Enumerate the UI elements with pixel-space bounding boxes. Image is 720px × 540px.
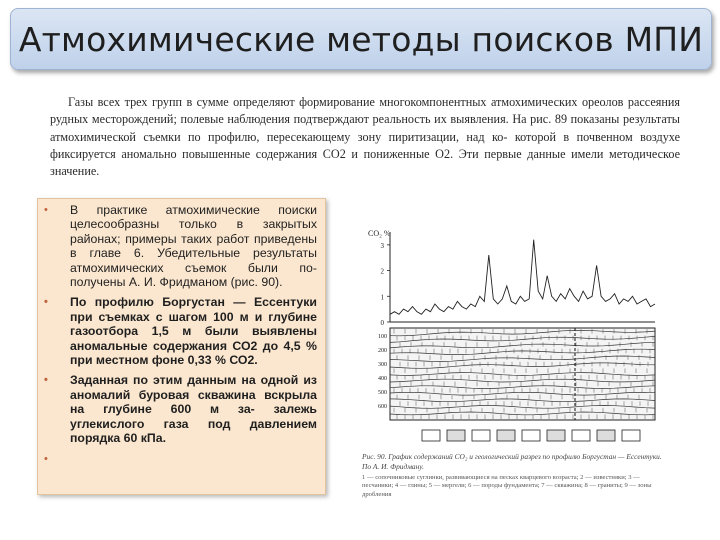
y-tick-label: 0 — [380, 319, 384, 327]
bullet-text: По профилю Боргустан — Ессентуки при съемках с шагом 100 м и глубине газоотбора 1,5 м были выявлены аномальные содержания СО2 до 4,5 % при местном фоне 0,33 % СО2. — [70, 295, 317, 368]
figure-caption: Рис. 90. График содержаний СО₂ и геологический разрез по профилю Боргустан — Ессентуки. По А. И. Фридману. — [362, 452, 662, 471]
bullet-dot-icon: • — [44, 204, 48, 216]
depth-ticks — [378, 334, 387, 410]
legend-swatch — [472, 430, 490, 441]
depth-tick-label: 400 — [378, 376, 387, 382]
bullet-dot-icon: • — [44, 374, 48, 387]
bullet-item — [44, 295, 317, 367]
legend-swatch — [447, 430, 465, 441]
co2-plot — [368, 229, 655, 327]
depth-tick-label: 200 — [378, 348, 387, 354]
bullet-dot-icon: • — [44, 452, 48, 465]
bullet-dot-icon: • — [44, 296, 48, 309]
depth-tick-label: 300 — [378, 362, 387, 368]
depth-tick-label: 500 — [378, 390, 387, 396]
legend-swatch — [572, 430, 590, 441]
y-ticks — [381, 242, 391, 327]
legend-swatch — [497, 430, 515, 441]
legend-boxes — [422, 430, 640, 441]
legend-swatch — [622, 430, 640, 441]
bullet-box — [37, 198, 326, 495]
y-axis-label: CO₂ % — [368, 229, 391, 238]
legend-swatch — [422, 430, 440, 441]
bullet-list — [38, 199, 325, 465]
intro-paragraph: Газы всех трех групп в сумме определяют формирование многокомпонентных атмохимических ореолов рассеяния рудных месторождений; полевые наблюдения подтверждают реальность их выявления. На рис. 89 показаны результаты атмохимической съемки по профилю, пересекающему зону пиритизации, над ко- которой в почвенном воздухе фиксируется аномально повышенные содержания СО2 и пониженные О2. Эти первые данные имели методическое значение. — [50, 95, 680, 179]
slide-title-box — [10, 8, 712, 70]
y-tick-label: 1 — [380, 293, 384, 302]
legend-swatch — [547, 430, 565, 441]
y-tick-label: 2 — [380, 267, 384, 276]
bullet-item — [44, 203, 317, 289]
section-frame — [390, 328, 655, 420]
slide-title: Атмохимические методы поисков МПИ — [18, 19, 704, 59]
bullet-text: В практике атмохимические поиски целесообразны только в закрытых районах; примеры таких работ приведены в главе 6. Убедительные результаты атмохимических съемок были по- получены А. И. Фридманом (рис. 90). — [70, 203, 317, 290]
co2-profile-figure — [360, 224, 660, 450]
bullet-text: Заданная по этим данным на одной из аномалий буровая скважина вскрыла на глубине 600 м за- залежь углекислого газа под давлением порядка 60 кПа. — [70, 373, 317, 446]
depth-tick-label: 100 — [378, 334, 387, 340]
geologic-section — [378, 328, 655, 420]
legend-swatch — [522, 430, 540, 441]
depth-tick-label: 600 — [378, 404, 387, 410]
bullet-item — [44, 373, 317, 445]
co2-series-line — [390, 240, 655, 315]
legend-swatch — [597, 430, 615, 441]
y-tick-label: 3 — [380, 241, 384, 250]
figure-legend-text: 1 — сопочниковые суглинки, развивающиеся на песках кварцевого возраста; 2 — известняки; 3 — песчаники; 4 — глины; 5 — мергели; 6 — породы фундамента; 7 — скважина; 8 — граниты; 9 — зоны дробления — [362, 474, 652, 498]
